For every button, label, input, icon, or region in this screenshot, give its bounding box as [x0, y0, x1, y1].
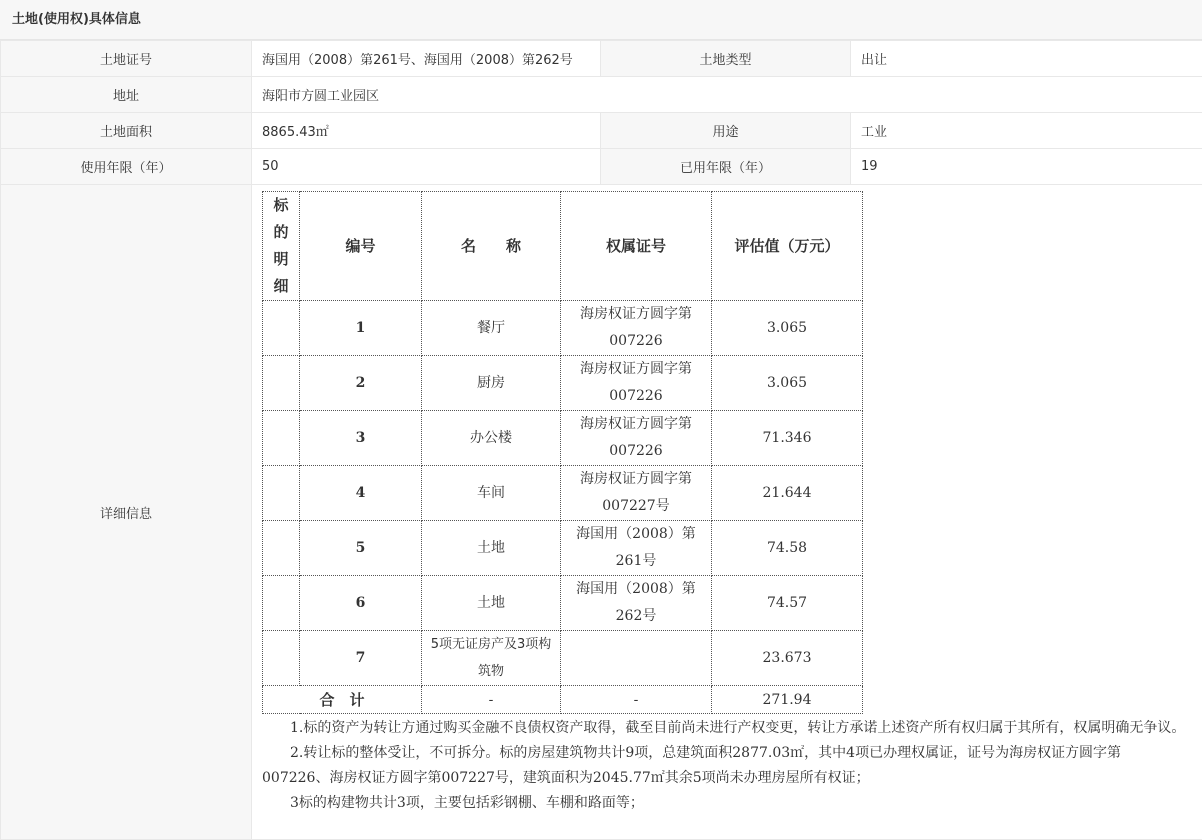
asset-row-no: 3: [300, 411, 422, 466]
asset-row-cert: [561, 631, 712, 686]
asset-row: [263, 521, 863, 576]
asset-row-marker: [263, 411, 300, 466]
asset-row-marker: [263, 466, 300, 521]
detail-label: 详细信息: [1, 185, 252, 840]
asset-row-name: 餐厅: [422, 301, 561, 356]
header-detail: 标的明细: [263, 192, 300, 301]
asset-row-value: 21.644: [712, 466, 863, 521]
asset-row: [263, 301, 863, 356]
asset-row: [263, 631, 863, 686]
asset-row-name: 车间: [422, 466, 561, 521]
asset-row-no: 6: [300, 576, 422, 631]
asset-row-marker: [263, 301, 300, 356]
type-label: 土地类型: [601, 41, 851, 77]
used-value: 19: [851, 149, 1202, 185]
use-label: 用途: [601, 113, 851, 149]
header-cert: 权属证号: [561, 192, 712, 301]
cert-label: 土地证号: [1, 41, 252, 77]
notes: [262, 716, 1188, 816]
total-value: 271.94: [712, 686, 863, 714]
used-label: 已用年限（年）: [601, 149, 851, 185]
note-2: 2.转让标的整体受让，不可拆分。标的房屋建筑物共计9项，总建筑面积2877.03㎡，其中4项已办理权属证，证号为海房权证方圆字第007226、海房权证方圆字第007227号，建筑面积为2045.77㎡其余5项尚未办理房屋所有权证；: [262, 741, 1188, 791]
asset-row-cert: 海房权证方圆字第007226: [561, 301, 712, 356]
asset-row-value: 74.58: [712, 521, 863, 576]
asset-row-value: 23.673: [712, 631, 863, 686]
note-3: 3标的构建物共计3项，主要包括彩钢棚、车棚和路面等；: [262, 791, 1188, 816]
asset-row-marker: [263, 631, 300, 686]
asset-row-cert: 海国用（2008）第261号: [561, 521, 712, 576]
asset-row-no: 1: [300, 301, 422, 356]
land-info-table: [0, 40, 1202, 840]
header-value: 评估值（万元）: [712, 192, 863, 301]
asset-row-name: 5项无证房产及3项构筑物: [422, 631, 561, 686]
asset-row-marker: [263, 576, 300, 631]
use-value: 工业: [851, 113, 1202, 149]
asset-row: [263, 356, 863, 411]
asset-detail-table: [262, 191, 863, 714]
asset-row: [263, 466, 863, 521]
asset-row-no: 4: [300, 466, 422, 521]
cert-value: 海国用（2008）第261号、海国用（2008）第262号: [252, 41, 601, 77]
asset-row-no: 2: [300, 356, 422, 411]
asset-row-cert: 海房权证方圆字第007227号: [561, 466, 712, 521]
total-name: -: [422, 686, 561, 714]
asset-row-value: 71.346: [712, 411, 863, 466]
asset-row-marker: [263, 356, 300, 411]
asset-row-cert: 海房权证方圆字第007226: [561, 356, 712, 411]
type-value: 出让: [851, 41, 1202, 77]
detail-value: [252, 185, 1202, 840]
asset-row-value: 74.57: [712, 576, 863, 631]
asset-row-name: 办公楼: [422, 411, 561, 466]
asset-row-no: 5: [300, 521, 422, 576]
total-label: 合 计: [263, 686, 422, 714]
header-name: 名 称: [422, 192, 561, 301]
addr-value: 海阳市方圆工业园区: [252, 77, 1202, 113]
addr-label: 地址: [1, 77, 252, 113]
row-addr: [1, 77, 1202, 113]
row-detail: [1, 185, 1202, 840]
asset-row: [263, 411, 863, 466]
asset-row-name: 土地: [422, 576, 561, 631]
asset-row-cert: 海国用（2008）第262号: [561, 576, 712, 631]
total-cert: -: [561, 686, 712, 714]
asset-total-row: [263, 686, 863, 714]
asset-row-cert: 海房权证方圆字第007226: [561, 411, 712, 466]
area-label: 土地面积: [1, 113, 252, 149]
asset-row-no: 7: [300, 631, 422, 686]
note-1: 1.标的资产为转让方通过购买金融不良债权资产取得，截至目前尚未进行产权变更，转让方承诺上述资产所有权归属于其所有，权属明确无争议。: [262, 716, 1188, 741]
asset-row-name: 土地: [422, 521, 561, 576]
asset-row-marker: [263, 521, 300, 576]
row-cert: [1, 41, 1202, 77]
header-no: 编号: [300, 192, 422, 301]
asset-row-name: 厨房: [422, 356, 561, 411]
term-label: 使用年限（年）: [1, 149, 252, 185]
term-value: 50: [252, 149, 601, 185]
asset-row: [263, 576, 863, 631]
area-value: 8865.43㎡: [252, 113, 601, 149]
asset-row-value: 3.065: [712, 301, 863, 356]
row-area: [1, 113, 1202, 149]
row-term: [1, 149, 1202, 185]
asset-table-header: [263, 192, 863, 301]
section-title: 土地(使用权)具体信息: [0, 0, 1202, 40]
asset-row-value: 3.065: [712, 356, 863, 411]
